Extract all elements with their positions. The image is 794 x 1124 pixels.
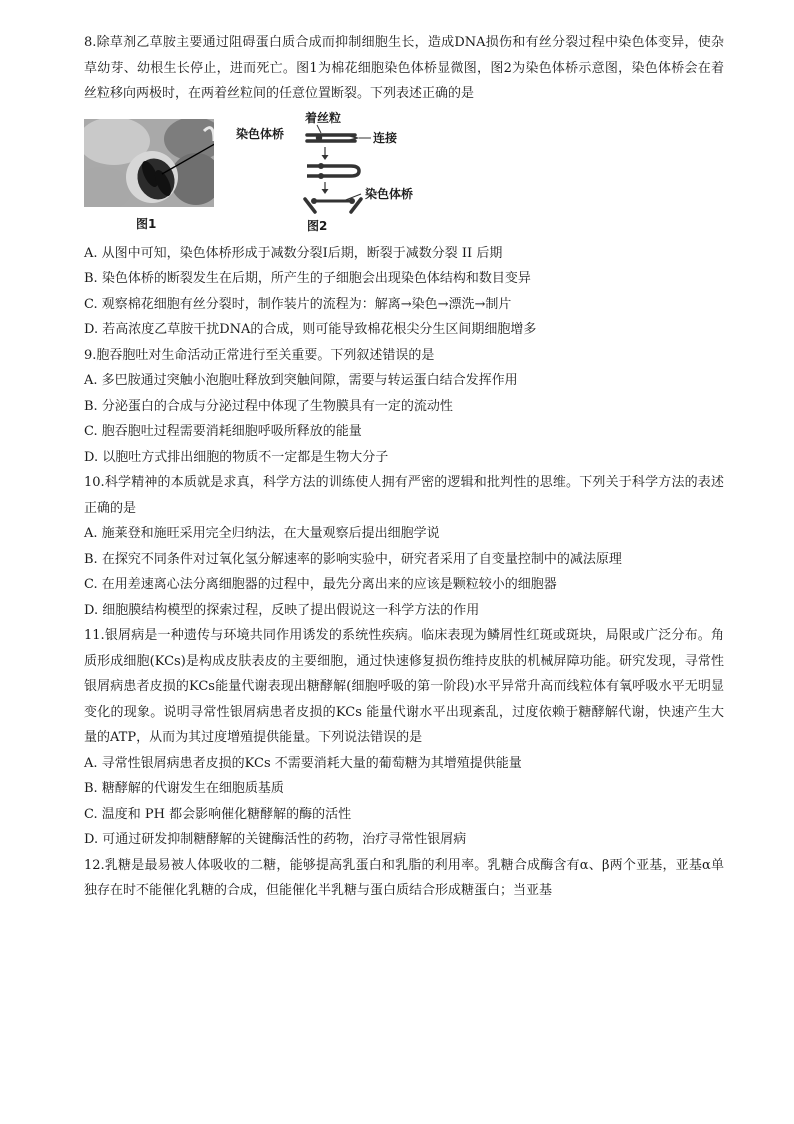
question-11-option-b: B. 糖酵解的代谢发生在细胞质基质 [84,781,284,796]
question-9-option-a: A. 多巴胺通过突触小泡胞吐释放到突触间隙，需要与转运蛋白结合发挥作用 [84,373,518,388]
exam-page [84,30,724,904]
question-8-option-b: B. 染色体桥的断裂发生在后期，所产生的子细胞会出现染色体结构和数目变异 [84,271,531,286]
question-9-option-d: D. 以胞吐方式排出细胞的物质不一定都是生物大分子 [84,449,389,465]
question-11-option-d: D. 可通过研发抑制糖酵解的关键酶活性的药物，治疗寻常性银屑病 [84,832,467,847]
question-8-option-d: D. 若高浓度乙草胺干扰DNA的合成，则可能导致棉花根尖分生区间期细胞增多 [84,322,537,337]
figure-1-caption: 图1 [136,216,157,231]
micrograph-image [84,119,214,207]
question-8-figures [84,111,724,235]
question-11-stem: 11.银屑病是一种遗传与环境共同作用诱发的系统性疾病。临床表现为鳞屑性红斑或斑块，局限或广泛分布。角质形成细胞(KCs)是构成皮肤表皮的主要细胞，通过快速修复损伤维持皮肤的机械屏障功能。研究发现，寻常性银屑病患者皮损的KCs能量代谢表现出糖酵解(细胞呼吸的第一阶段)水平异常升高而线粒体有氧呼吸水平无明显变化的现象。说明寻常性银屑病患者皮损的KCs 能量代谢水平出现紊乱，过度依赖于糖酵解代谢，快速产生大量的ATP，从而为其过度增殖提供能量。下列说法错误的是 [84,628,724,745]
figure-2-centromere-label: 着丝粒 [305,110,342,125]
question-12-stem: 12.乳糖是最易被人体吸收的二糖，能够提高乳蛋白和乳脂的利用率。乳糖合成酶含有α、β两个亚基，亚基α单独存在时不能催化乳糖的合成，但能催化半乳糖与蛋白质结合形成糖蛋白；当亚基 [84,857,724,898]
question-8-option-a: A. 从图中可知，染色体桥形成于减数分裂Ⅰ后期，断裂于减数分裂 II 后期 [84,245,503,261]
question-9-option-c: C. 胞吞胞吐过程需要消耗细胞呼吸所释放的能量 [84,424,362,439]
question-10-option-d: D. 细胞膜结构模型的探索过程，反映了提出假说这一科学方法的作用 [84,602,480,618]
question-10-option-a: A. 施莱登和施旺采用完全归纳法，在大量观察后提出细胞学说 [84,526,440,541]
question-11-option-c: C. 温度和 PH 都会影响催化糖酵解的酶的活性 [84,806,352,822]
question-8-stem: 8.除草剂乙草胺主要通过阻碍蛋白质合成而抑制细胞生长，造成DNA损伤和有丝分裂过程中染色体变异，使杂草幼芽、幼根生长停止，进而死亡。图1为棉花细胞染色体桥显微图，图2为染色体桥示意图，染色体桥会在着丝粒移向两极时，在两着丝粒间的任意位置断裂。下列表述正确的是 [84,35,724,101]
question-9-option-b: B. 分泌蛋白的合成与分泌过程中体现了生物膜具有一定的流动性 [84,398,453,414]
figure-1-bridge-label: 染色体桥 [236,126,285,141]
question-10-option-c: C. 在用差速离心法分离细胞器的过程中，最先分离出来的应该是颗粒较小的细胞器 [84,577,557,592]
figure-2-connect-label: 连接 [373,130,398,145]
figure-1-micrograph [84,119,285,231]
question-10-option-b: B. 在探究不同条件对过氧化氢分解速率的影响实验中，研究者采用了自变量控制中的减法原理 [84,551,622,567]
figure-2-diagram [299,110,449,233]
question-11-option-a: A. 寻常性银屑病患者皮损的KCs 不需要消耗大量的葡萄糖为其增殖提供能量 [84,755,522,771]
question-10-stem: 10.科学精神的本质就是求真，科学方法的训练使人拥有严密的逻辑和批判性的思维。下列关于科学方法的表述正确的是 [84,475,724,516]
figure-2-bridge-label: 染色体桥 [365,186,414,201]
question-9-stem: 9.胞吞胞吐对生命活动正常进行至关重要。下列叙述错误的是 [84,347,435,363]
question-8-option-c: C. 观察棉花细胞有丝分裂时，制作装片的流程为：解离→染色→漂洗→制片 [84,296,512,312]
figure-2-caption: 图2 [307,218,328,233]
